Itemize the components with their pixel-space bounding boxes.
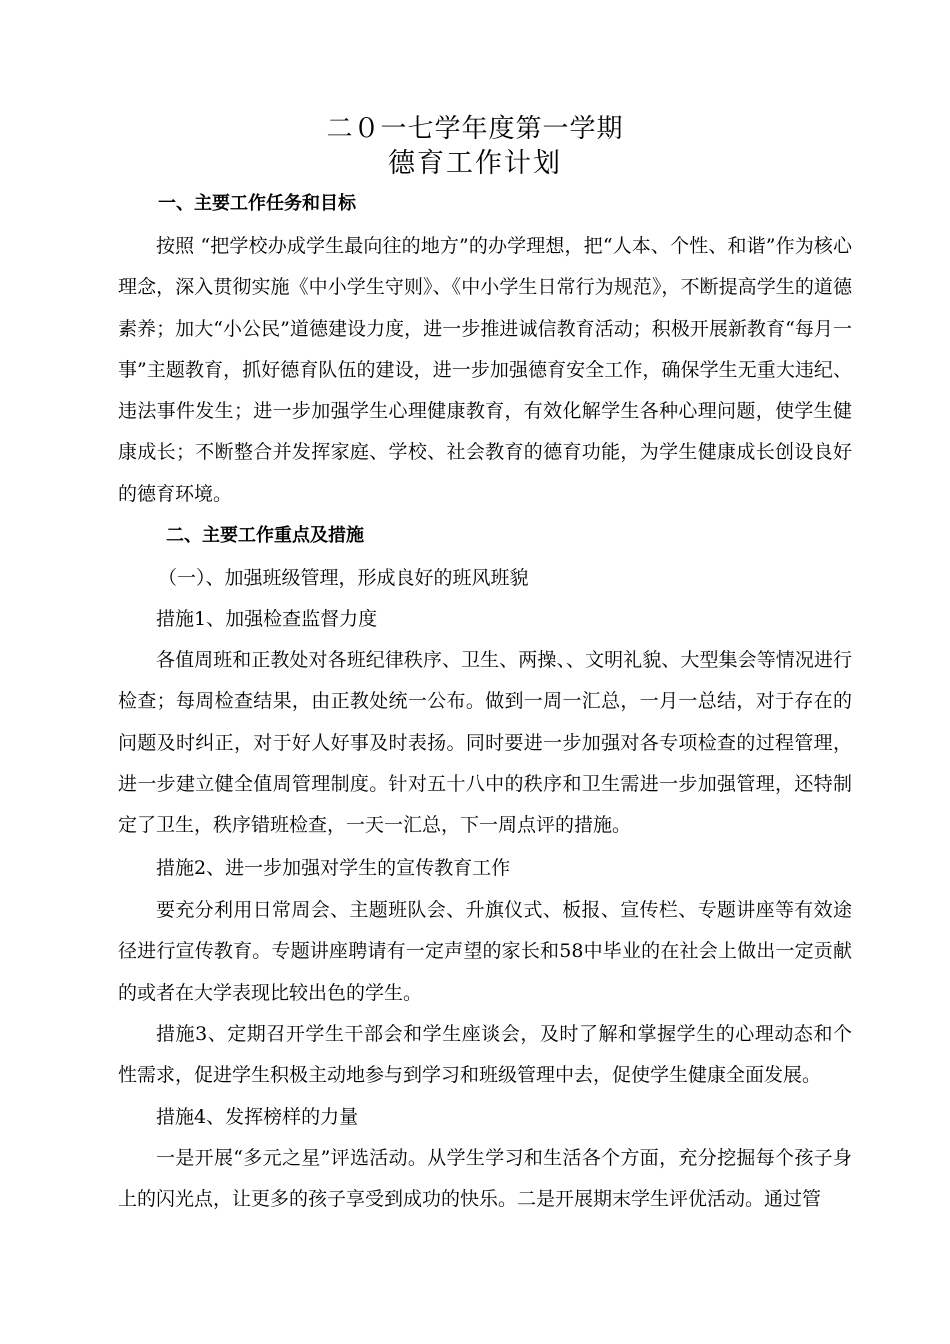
section2-heading: 二、主要工作重点及措施 [166,525,364,546]
measure1-body: 各值周班和正教处对各班纪律秩序、卫生、两操、、文明礼貌、大型集会等情况进行检查；每周检查结果，由正教处统一公布。做到一周一汇总，一月一总结，对于存在的问题及时纠正，对于好人好事及时表扬。同时要进一步加强对各专项检查的过程管理，进一步建立健全值周管理制度。针对五十八中的秩序和卫生需进一步加强管理，还特制定了卫生，秩序错班检查，一天一汇总，下一周点评的措施。 [118,649,852,837]
section1-paragraph: 按照 “把学校办成学生最向往的地方”的办学理想，把“人本、个性、和谐”作为核心理念，深入贯彻实施《中小学生守则》、《中小学生日常行为规范》，不断提高学生的道德素养；加大“小公民”道德建设力度，进一步推进诚信教育活动；积极开展新教育“每月一事”主题教育，抓好德育队伍的建设，进一步加强德育安全工作，确保学生无重大违纪、违法事件发生；进一步加强学生心理健康教育，有效化解学生各种心理问题，使学生健康成长；不断整合并发挥家庭、学校、社会教育的德育功能，为学生健康成长创设良好的德育环境。 [118,235,852,505]
subsection1-heading: （一）、加强班级管理，形成良好的班风班貌 [158,567,529,589]
measure2-title: 措施2、进一步加强对学生的宣传教育工作 [156,857,511,879]
measure3-body: 措施3、定期召开学生干部会和学生座谈会，及时了解和掌握学生的心理动态和个性需求，促进学生积极主动地参与到学习和班级管理中去，促使学生健康全面发展。 [118,1023,852,1087]
document-title-line2: 德育工作计划 [388,148,562,179]
document-title-line1: 二０一七学年度第一学期 [326,114,624,144]
measure4-body: 一是开展“多元之星”评选活动。从学生学习和生活各个方面，充分挖掘每个孩子身上的闪光点，让更多的孩子享受到成功的快乐。二是开展期末学生评优活动。通过管 [118,1147,852,1211]
measure1-title: 措施1、加强检查监督力度 [156,608,378,630]
section1-heading: 一、主要工作任务和目标 [158,193,356,214]
measure2-body: 要充分利用日常周会、主题班队会、升旗仪式、板报、宣传栏、专题讲座等有效途径进行宣传教育。专题讲座聘请有一定声望的家长和58中毕业的在社会上做出一定贡献的或者在大学表现比较出色的学生。 [118,899,852,1004]
measure4-title: 措施4、发挥榜样的力量 [156,1106,359,1128]
